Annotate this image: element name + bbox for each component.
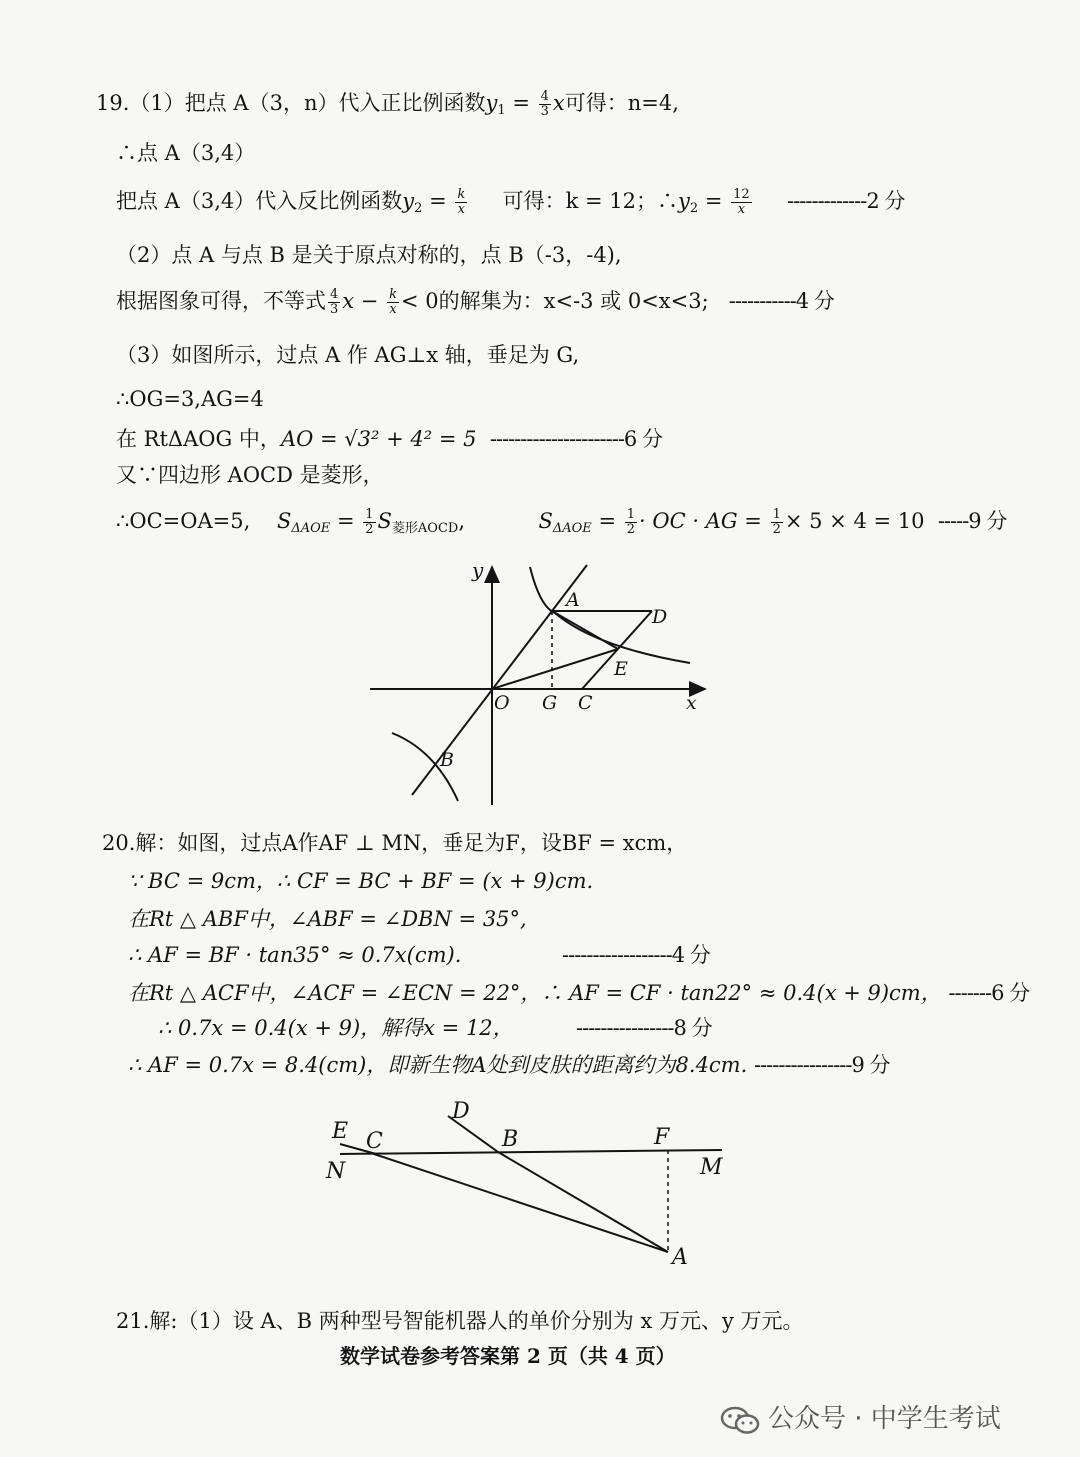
line-ba xyxy=(498,1152,668,1252)
label-d: D xyxy=(452,1099,470,1124)
q20-l5-text: 在Rt △ ACF中，∠ACF = ∠ECN = 22°，∴ AF = CF · tan22° ≈ 0.4(x + 9)cm， xyxy=(128,981,942,1005)
page-footer: 数学试卷参考答案第 2 页（共 4 页） xyxy=(340,1344,676,1368)
q19-l3-mid: 可得：k = 12；∴ xyxy=(502,189,679,213)
q20-line-4 xyxy=(128,940,710,970)
score-9: -----9 分 xyxy=(937,509,1007,533)
q20-line-2: ∵ BC = 9cm，∴ CF = BC + BF = (x + 9)cm. xyxy=(128,869,594,893)
q19-line-5: 根据图象可得，不等式 $\frac{4}{3}$ x − $\frac{k}{x}$ < 0的解集为：x<-3 或 0<x<3; -----------4 分 xyxy=(116,287,834,317)
q19-line-10: ∴OC=OA=5, $S_{\Delta AOE}$ = $\frac{1}{2}$ $S_{菱形AOCD}$, $S_{\Delta AOE}$ = $\frac{1}{2}$ · OC · AG = $\frac{1}{2}$ × 5 × 4 = 10 -----9 分 xyxy=(116,507,1007,537)
q19-l1-text: 19.（1）把点 A（3，n）代入正比例函数 xyxy=(96,91,486,115)
label-d: D xyxy=(652,606,668,628)
q20-line-3: 在Rt △ ABF中，∠ABF = ∠DBN = 35°, xyxy=(128,907,527,931)
frac-num: 12 xyxy=(733,187,750,202)
frac-num: k xyxy=(457,187,466,202)
label-g: G xyxy=(542,692,558,714)
frac-num: 4 xyxy=(540,89,549,104)
label-n: N xyxy=(326,1159,346,1184)
math-x: x xyxy=(552,91,565,115)
line-ae xyxy=(552,611,618,649)
line-nm xyxy=(340,1150,722,1154)
q19-l5-text: 根据图象可得，不等式 xyxy=(116,289,326,313)
q19-l10-text: ∴OC=OA=5, xyxy=(116,509,251,533)
line-oa xyxy=(412,565,587,795)
q20-l6-text: ∴ 0.7x = 0.4(x + 9)，解得x = 12， xyxy=(158,1016,514,1040)
line-ca xyxy=(368,1152,668,1252)
watermark xyxy=(720,1398,1001,1435)
q19-line-7: ∴OG=3,AG=4 xyxy=(116,387,264,411)
label-x: x xyxy=(686,692,697,714)
q19-l10-expr: · OC · AG = xyxy=(639,509,762,533)
fraction-4-3 xyxy=(539,90,551,119)
figure-20 xyxy=(318,1092,738,1277)
q19-l3-text: 把点 A（3,4）代入反比例函数 xyxy=(116,189,403,213)
score-4: -----------4 分 xyxy=(728,289,834,313)
fraction-k-x xyxy=(455,188,467,217)
math-s: S xyxy=(276,509,292,533)
label-e: E xyxy=(332,1119,349,1144)
subscript: ΔAOE xyxy=(552,521,592,536)
q19-line-4: （2）点 A 与点 B 是关于原点对称的，点 B（-3，-4), xyxy=(116,243,622,267)
frac-den: x xyxy=(457,202,465,217)
q19-l5-tail: < 0的解集为：x<-3 或 0<x<3; xyxy=(400,289,709,313)
q20-l4-text: ∴ AF = BF · tan35° ≈ 0.7x(cm). xyxy=(128,943,462,967)
math-y: y xyxy=(485,91,498,115)
q19-line-6: （3）如图所示，过点 A 作 AG⊥x 轴，垂足为 G, xyxy=(116,343,580,367)
label-a: A xyxy=(672,1245,688,1270)
score-6: ----------------------6 分 xyxy=(489,427,662,451)
q19-line-1: 19.（1）把点 A（3，n）代入正比例函数$y_1$ = $\frac{4}{3}$ x可得：n=4, xyxy=(96,89,679,119)
q20-line-7 xyxy=(128,1050,890,1080)
wechat-icon xyxy=(720,1405,760,1435)
q19-l8-eq: AO = √3² + 4² = 5 xyxy=(280,427,477,451)
score-8: ----------------8 分 xyxy=(576,1016,712,1040)
score-2: -------------2 分 xyxy=(787,189,905,213)
figure-19 xyxy=(360,555,720,810)
math-s: S xyxy=(538,509,553,533)
q21-line-1: 21.解:（1）设 A、B 两种型号智能机器人的单价分别为 x 万元、y 万元。 xyxy=(116,1309,804,1333)
q19-l1-tail: 可得：n=4, xyxy=(564,91,679,115)
frac-num: 1 xyxy=(365,507,374,522)
subscript: 1 xyxy=(497,103,506,118)
q19-line-9: 又∵四边形 AOCD 是菱形， xyxy=(116,463,384,487)
label-b: B xyxy=(502,1127,519,1152)
label-e: E xyxy=(614,658,628,680)
q19-line-2: ∴点 A（3,4） xyxy=(116,141,256,165)
score-4: ------------------4 分 xyxy=(562,943,710,967)
label-c: C xyxy=(578,692,593,714)
q20-l7-text: ∴ AF = 0.7x = 8.4(cm)，即新生物A处到皮肤的距离约为8.4cm. xyxy=(128,1053,748,1077)
q20-line-6 xyxy=(158,1013,712,1043)
label-f: F xyxy=(654,1125,670,1150)
q20-line-5 xyxy=(128,978,1029,1008)
frac-den: 3 xyxy=(540,104,549,119)
q19-line-3: 把点 A（3,4）代入反比例函数$y_2$ = $\frac{k}{x}$ 可得：k = 12；$\therefore y_2$ = $\frac{12}{x}$ -------------2 分 xyxy=(116,187,905,217)
label-y: y xyxy=(472,558,484,582)
q19-l8-text: 在 RtΔAOG 中， xyxy=(116,427,281,451)
q19-line-8 xyxy=(116,424,662,454)
label-o: O xyxy=(494,692,510,714)
frac-den: 2 xyxy=(365,522,374,537)
label-a: A xyxy=(566,589,580,611)
q20-line-1: 20.解：如图，过点A作AF ⊥ MN，垂足为F，设BF = xcm， xyxy=(102,831,688,855)
watermark-text: 公众号 · 中学生考试 xyxy=(768,1404,1001,1434)
math-y: y xyxy=(402,189,415,213)
fraction-12-x: $\frac{12}{x}$ xyxy=(733,187,750,217)
score-6: -------6 分 xyxy=(948,981,1030,1005)
score-9: ----------------9 分 xyxy=(753,1053,890,1077)
q19-l10-result: × 5 × 4 = 10 xyxy=(784,509,925,533)
subscript: 菱形AOCD xyxy=(391,521,459,536)
label-m: M xyxy=(700,1155,723,1180)
label-b: B xyxy=(440,749,454,771)
label-c: C xyxy=(366,1129,383,1154)
subscript: ΔAOE xyxy=(291,521,331,536)
subscript: 2 xyxy=(414,201,423,216)
math-s: S xyxy=(377,509,392,533)
